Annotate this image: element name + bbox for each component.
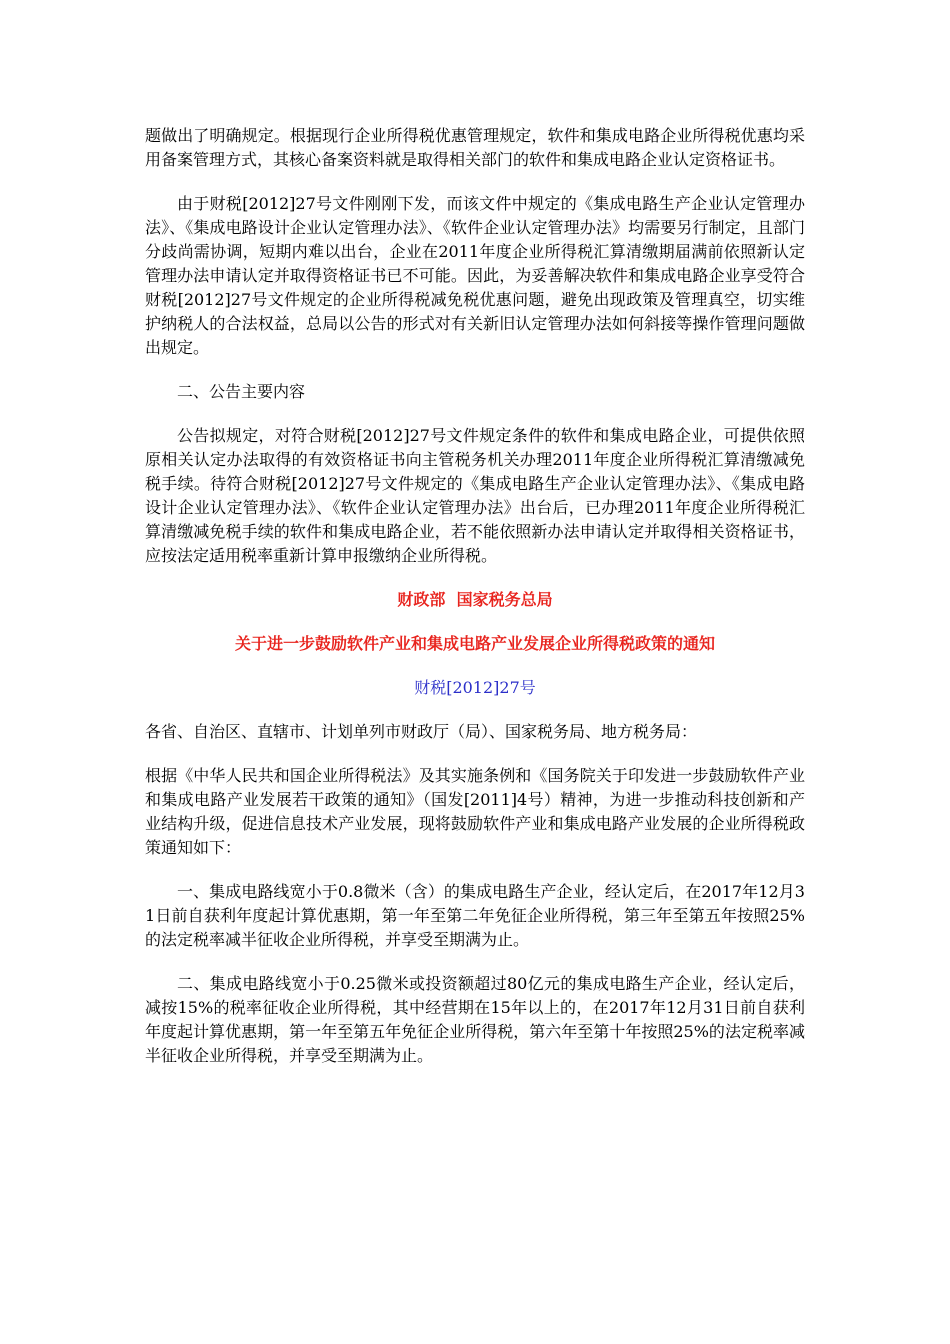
paragraph-background: 由于财税[2012]27号文件刚刚下发，而该文件中规定的《集成电路生产企业认定管理办法》、《集成电路设计企业认定管理办法》、《软件企业认定管理办法》均需要另行制定，且部门分歧尚需协调，短期内难以出台，企业在2011年度企业所得税汇算清缴期届满前依照新认定管理办法申请认定并取得资格证书已不可能。因此，为妥善解决软件和集成电路企业享受符合财税[2012]27号文件规定的企业所得税减免税优惠问题，避免出现政策及管理真空，切实维护纳税人的合法权益，总局以公告的形式对有关新旧认定管理办法如何斜接等操作管理问题做出规定。 — [145, 194, 805, 357]
section-heading: 二、公告主要内容 — [177, 382, 306, 401]
notice-item-2: 二、集成电路线宽小于0.25微米或投资额超过80亿元的集成电路生产企业，经认定后，减按15%的税率征收企业所得税，其中经营期在15年以上的，在2017年12月31日前自获利年度起计算优惠期，第一年至第五年免征企业所得税，第六年至第十年按照25%的法定税率减半征收企业所得税，并享受至期满为止。 — [145, 974, 805, 1065]
notice-addressee: 各省、自治区、直辖市、计划单列市财政厅（局）、国家税务局、地方税务局： — [145, 722, 698, 741]
notice-title: 关于进一步鼓励软件产业和集成电路产业发展企业所得税政策的通知 — [234, 634, 715, 653]
notice-intro: 根据《中华人民共和国企业所得税法》及其实施条例和《国务院关于印发进一步鼓励软件产业和集成电路产业发展若干政策的通知》（国发[2011]4号）精神，为进一步推动科技创新和产业结构升级，促进信息技术产业发展，现将鼓励软件产业和集成电路产业发展的企业所得税政策通知如下： — [145, 766, 805, 857]
paragraph-main-content: 公告拟规定，对符合财税[2012]27号文件规定条件的软件和集成电路企业，可提供依照原相关认定办法取得的有效资格证书向主管税务机关办理2011年度企业所得税汇算清缴减免税手续。待符合财税[2012]27号文件规定的《集成电路生产企业认定管理办法》、《集成电路设计企业认定管理办法》、《软件企业认定管理办法》出台后，已办理2011年度企业所得税汇算清缴减免税手续的软件和集成电路企业，若不能依照新办法申请认定并取得相关资格证书，应按法定适用税率重新计算申报缴纳企业所得税。 — [145, 426, 805, 565]
notice-issuer: 财政部 国家税务总局 — [397, 590, 553, 609]
paragraph-intro-continuation: 题做出了明确规定。根据现行企业所得税优惠管理规定，软件和集成电路企业所得税优惠均采用备案管理方式，其核心备案资料就是取得相关部门的软件和集成电路企业认定资格证书。 — [145, 126, 805, 169]
notice-doc-number: 财税[2012]27号 — [414, 678, 536, 697]
document-page — [145, 124, 805, 1088]
notice-item-1: 一、集成电路线宽小于0.8微米（含）的集成电路生产企业，经认定后，在2017年12月31日前自获利年度起计算优惠期，第一年至第二年免征企业所得税，第三年至第五年按照25%的法定税率减半征收企业所得税，并享受至期满为止。 — [145, 882, 805, 949]
